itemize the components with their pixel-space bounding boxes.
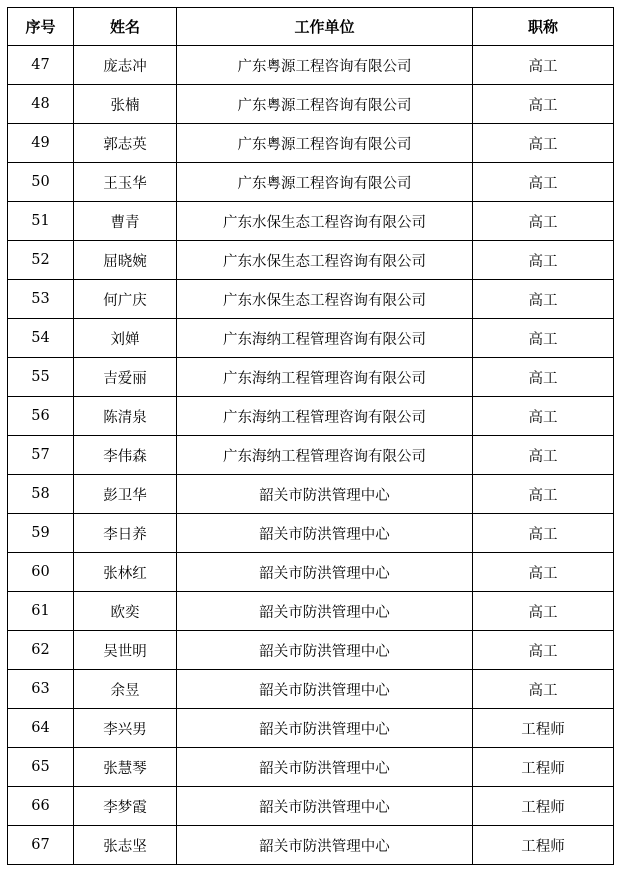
cell-no: 65: [8, 748, 74, 787]
cell-unit: 韶关市防洪管理中心: [177, 553, 473, 592]
cell-name: 吉爱丽: [74, 358, 177, 397]
table-body: [8, 46, 614, 865]
table-row: [8, 85, 614, 124]
cell-no: 59: [8, 514, 74, 553]
cell-name: 吴世明: [74, 631, 177, 670]
cell-no: 56: [8, 397, 74, 436]
header-no: 序号: [8, 8, 74, 46]
table-row: [8, 709, 614, 748]
cell-title: 工程师: [473, 826, 614, 865]
cell-no: 63: [8, 670, 74, 709]
cell-title: 高工: [473, 124, 614, 163]
cell-title: 高工: [473, 475, 614, 514]
header-title: 职称: [473, 8, 614, 46]
cell-title: 高工: [473, 358, 614, 397]
cell-name: 张楠: [74, 85, 177, 124]
header-name: 姓名: [74, 8, 177, 46]
table-row: [8, 436, 614, 475]
cell-name: 张林红: [74, 553, 177, 592]
header-unit: 工作单位: [177, 8, 473, 46]
table-row: [8, 787, 614, 826]
cell-no: 50: [8, 163, 74, 202]
cell-name: 欧奕: [74, 592, 177, 631]
cell-name: 庞志冲: [74, 46, 177, 85]
table-row: [8, 202, 614, 241]
cell-unit: 广东水保生态工程咨询有限公司: [177, 202, 473, 241]
table-row: [8, 163, 614, 202]
table-row: [8, 826, 614, 865]
table-row: [8, 46, 614, 85]
cell-title: 工程师: [473, 787, 614, 826]
cell-no: 51: [8, 202, 74, 241]
cell-unit: 广东粤源工程咨询有限公司: [177, 85, 473, 124]
cell-unit: 韶关市防洪管理中心: [177, 826, 473, 865]
cell-unit: 韶关市防洪管理中心: [177, 670, 473, 709]
cell-name: 彭卫华: [74, 475, 177, 514]
cell-no: 47: [8, 46, 74, 85]
header-row: [8, 8, 614, 46]
cell-unit: 广东粤源工程咨询有限公司: [177, 124, 473, 163]
cell-title: 高工: [473, 85, 614, 124]
cell-title: 高工: [473, 514, 614, 553]
table-row: [8, 358, 614, 397]
cell-no: 64: [8, 709, 74, 748]
cell-title: 工程师: [473, 748, 614, 787]
cell-no: 48: [8, 85, 74, 124]
cell-title: 高工: [473, 436, 614, 475]
cell-title: 高工: [473, 553, 614, 592]
table-row: [8, 670, 614, 709]
cell-title: 高工: [473, 319, 614, 358]
cell-unit: 韶关市防洪管理中心: [177, 787, 473, 826]
cell-unit: 广东水保生态工程咨询有限公司: [177, 280, 473, 319]
table-row: [8, 280, 614, 319]
cell-name: 陈清泉: [74, 397, 177, 436]
table-row: [8, 514, 614, 553]
cell-no: 58: [8, 475, 74, 514]
cell-name: 曹青: [74, 202, 177, 241]
cell-name: 李伟森: [74, 436, 177, 475]
cell-name: 何广庆: [74, 280, 177, 319]
cell-unit: 韶关市防洪管理中心: [177, 631, 473, 670]
table-row: [8, 124, 614, 163]
cell-no: 52: [8, 241, 74, 280]
cell-title: 高工: [473, 241, 614, 280]
personnel-table: [7, 7, 614, 865]
cell-name: 余昱: [74, 670, 177, 709]
cell-unit: 韶关市防洪管理中心: [177, 475, 473, 514]
cell-unit: 广东海纳工程管理咨询有限公司: [177, 319, 473, 358]
cell-name: 郭志英: [74, 124, 177, 163]
cell-no: 55: [8, 358, 74, 397]
cell-unit: 韶关市防洪管理中心: [177, 592, 473, 631]
cell-title: 高工: [473, 163, 614, 202]
cell-name: 刘婵: [74, 319, 177, 358]
cell-no: 60: [8, 553, 74, 592]
cell-title: 高工: [473, 631, 614, 670]
table-row: [8, 319, 614, 358]
cell-title: 高工: [473, 670, 614, 709]
cell-unit: 广东粤源工程咨询有限公司: [177, 46, 473, 85]
cell-unit: 韶关市防洪管理中心: [177, 748, 473, 787]
cell-unit: 广东海纳工程管理咨询有限公司: [177, 397, 473, 436]
cell-title: 高工: [473, 280, 614, 319]
cell-title: 高工: [473, 397, 614, 436]
cell-no: 67: [8, 826, 74, 865]
table-row: [8, 553, 614, 592]
table-row: [8, 475, 614, 514]
cell-no: 53: [8, 280, 74, 319]
cell-unit: 广东粤源工程咨询有限公司: [177, 163, 473, 202]
table-row: [8, 592, 614, 631]
cell-name: 李梦霞: [74, 787, 177, 826]
table-row: [8, 241, 614, 280]
cell-no: 49: [8, 124, 74, 163]
table-row: [8, 631, 614, 670]
table-header: [8, 8, 614, 46]
cell-no: 62: [8, 631, 74, 670]
table-row: [8, 748, 614, 787]
cell-name: 李日养: [74, 514, 177, 553]
cell-no: 61: [8, 592, 74, 631]
cell-no: 57: [8, 436, 74, 475]
cell-unit: 广东水保生态工程咨询有限公司: [177, 241, 473, 280]
cell-name: 屈晓婉: [74, 241, 177, 280]
cell-unit: 广东海纳工程管理咨询有限公司: [177, 358, 473, 397]
cell-name: 张慧琴: [74, 748, 177, 787]
cell-name: 李兴男: [74, 709, 177, 748]
cell-title: 高工: [473, 202, 614, 241]
cell-name: 张志坚: [74, 826, 177, 865]
cell-unit: 广东海纳工程管理咨询有限公司: [177, 436, 473, 475]
cell-unit: 韶关市防洪管理中心: [177, 709, 473, 748]
cell-name: 王玉华: [74, 163, 177, 202]
cell-unit: 韶关市防洪管理中心: [177, 514, 473, 553]
cell-no: 66: [8, 787, 74, 826]
cell-title: 高工: [473, 592, 614, 631]
cell-title: 高工: [473, 46, 614, 85]
table-row: [8, 397, 614, 436]
cell-title: 工程师: [473, 709, 614, 748]
cell-no: 54: [8, 319, 74, 358]
